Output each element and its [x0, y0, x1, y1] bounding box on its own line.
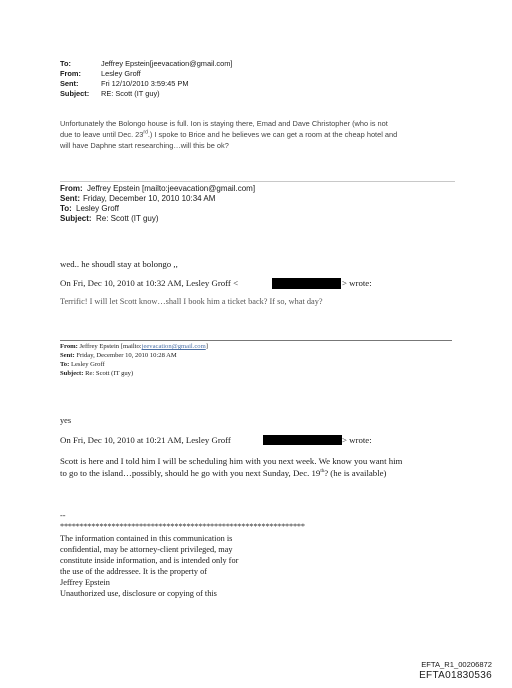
star-separator: **************************************************************: [60, 522, 305, 531]
disclaimer-line: confidential, may be attorney-client privileged, may: [60, 545, 233, 554]
fwd2-from-line: From: Jeffrey Epstein [mailto:jeevacation@gmail.com]: [60, 343, 208, 350]
fwd2-sent-line: Sent: Friday, December 10, 2010 10:28 AM: [60, 352, 177, 359]
fwd-sent-label: Sent:: [60, 194, 80, 203]
efta-stamp-small: EFTA_R1_00206872: [421, 660, 492, 669]
from-value: Lesley Groff: [101, 69, 141, 78]
fwd2-subject-line: Subject: Re: Scott (IT guy): [60, 370, 134, 377]
fwd-from-value: Jeffrey Epstein [mailto:jeevacation@gmail.com]: [87, 184, 256, 193]
fwd-subject-label: Subject:: [60, 214, 92, 223]
to-value: Jeffrey Epstein[jeevacation@gmail.com]: [101, 59, 233, 68]
reply-body-1: wed.. he shoudl stay at bolongo ,,: [60, 259, 178, 269]
quote-attribution-1: On Fri, Dec 10, 2010 at 10:32 AM, Lesley Groff <: [60, 278, 239, 288]
disclaimer-line: Jeffrey Epstein: [60, 578, 110, 587]
disclaimer-line: The information contained in this communication is: [60, 534, 233, 543]
redaction-box: [263, 435, 342, 445]
disclaimer-line: constitute inside information, and is intended only for: [60, 556, 239, 565]
fwd2-to-line: To: Lesley Groff: [60, 361, 105, 368]
fwd-from-label: From:: [60, 184, 83, 193]
quote-attribution-1-end: > wrote:: [342, 278, 372, 288]
quote-attribution-2: On Fri, Dec 10, 2010 at 10:21 AM, Lesley Groff: [60, 435, 231, 445]
fwd-to-value: Lesley Groff: [76, 204, 119, 213]
divider: [60, 181, 455, 182]
quoted-text-1: Terrific! I will let Scott know…shall I book him a ticket back? If so, what day?: [60, 297, 323, 306]
subject-value: RE: Scott (IT guy): [101, 89, 160, 98]
email-link[interactable]: jeevacation@gmail.com: [141, 343, 206, 350]
quote-attribution-2-end: > wrote:: [342, 435, 372, 445]
divider: [60, 340, 452, 341]
subject-label: Subject:: [60, 89, 90, 98]
message-line: due to leave until Dec. 23rd.) I spoke to Brice and he believes we can get a room at the cheap hotel and: [60, 129, 398, 139]
from-label: From:: [60, 69, 81, 78]
fwd-to-label: To:: [60, 204, 72, 213]
redaction-box: [272, 278, 341, 289]
quoted-text-2-line1: Scott is here and I told him I will be scheduling him with you next week. We know you want him: [60, 456, 403, 466]
message-line: Unfortunately the Bolongo house is full. Ion is staying there, Emad and Dave Christopher (who is not: [60, 119, 388, 128]
message-line: will have Daphne start researching…will this be ok?: [60, 141, 229, 150]
signature-dashes: --: [60, 511, 66, 520]
sent-label: Sent:: [60, 79, 79, 88]
quoted-text-2-line2: to go to the island…possibly, should he go with you next Sunday, Dec. 19th? (he is available): [60, 468, 387, 478]
sent-value: Fri 12/10/2010 3:59:45 PM: [101, 79, 189, 88]
disclaimer-line: Unauthorized use, disclosure or copying of this: [60, 589, 217, 598]
fwd-subject-value: Re: Scott (IT guy): [96, 214, 159, 223]
disclaimer-line: the use of the addressee. It is the property of: [60, 567, 207, 576]
to-label: To:: [60, 59, 71, 68]
fwd-sent-value: Friday, December 10, 2010 10:34 AM: [83, 194, 216, 203]
efta-stamp-large: EFTA01830536: [419, 670, 492, 681]
reply-body-2: yes: [60, 416, 72, 425]
